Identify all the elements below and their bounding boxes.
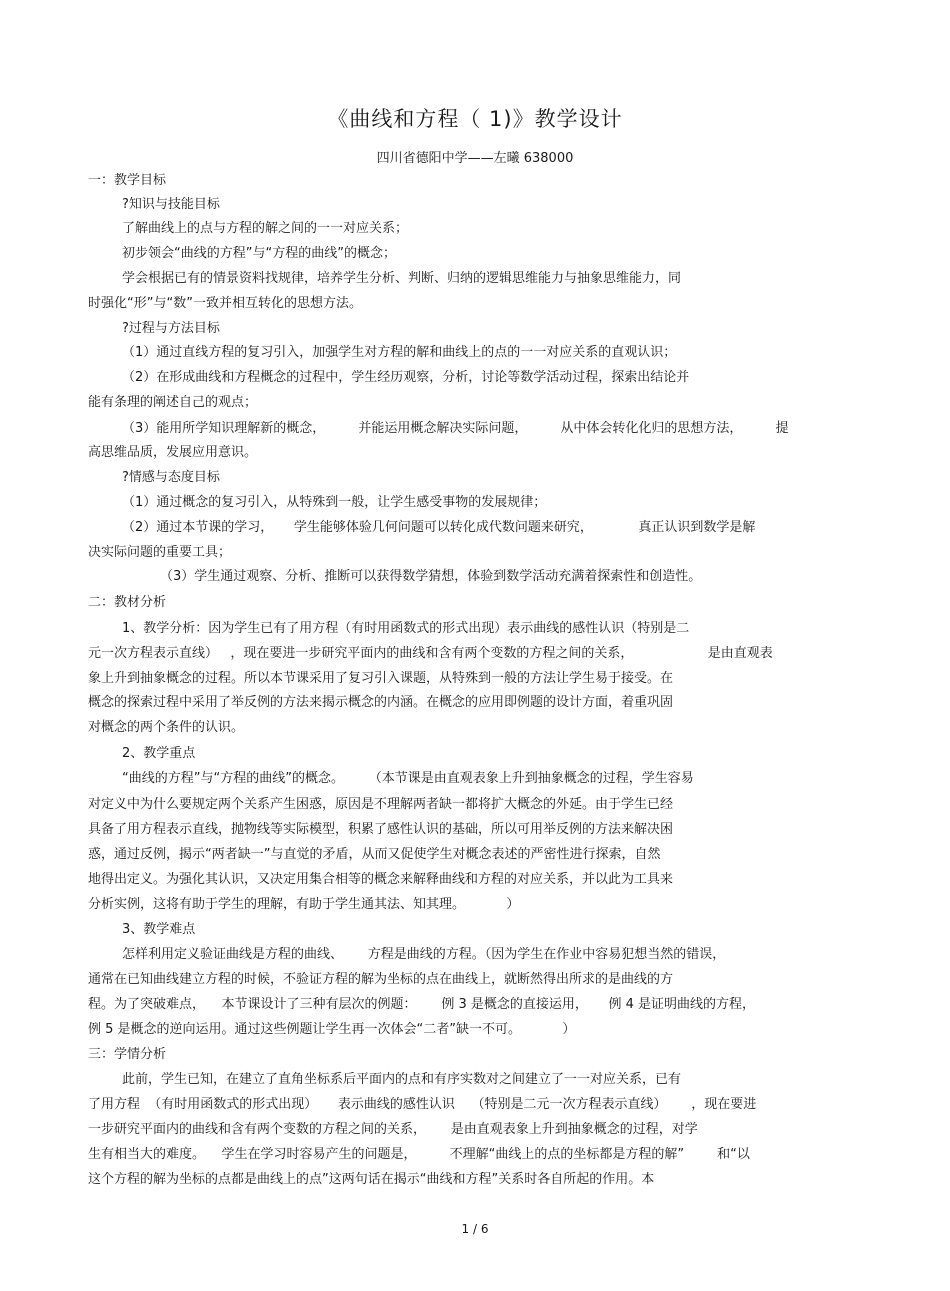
author-line: 四川省德阳中学——左曦 638000 xyxy=(376,151,574,166)
section-heading: 一：教学目标 xyxy=(88,173,167,188)
text-line: 具备了用方程表示直线，抛物线等实际模型，积累了感性认识的基础，所以可用举反例的方法来解决困 xyxy=(88,822,674,837)
page-number: 1 / 6 xyxy=(461,1222,489,1236)
subsection-heading: ?知识与技能目标 xyxy=(122,197,220,212)
text-line: 分析实例，这将有助于学生的理解，有助于学生通其法、知其理。 ） xyxy=(88,897,520,912)
section-heading: 二：教材分析 xyxy=(88,595,167,610)
text-line: 此前，学生已知，在建立了直角坐标系后平面内的点和有序实数对之间建立了一一对应关系，已有 xyxy=(122,1072,682,1087)
text-line: （2）在形成曲线和方程概念的过程中，学生经历观察，分析，讨论等数学活动过程，探索出结论并 xyxy=(122,370,690,385)
text-line: 通常在已知曲线建立方程的时候，不验证方程的解为坐标的点在曲线上，就断然得出所求的是曲线的方 xyxy=(88,972,674,987)
section-heading: 三：学情分析 xyxy=(88,1047,167,1062)
subsection-heading: ?情感与态度目标 xyxy=(122,470,220,485)
text-line: 了解曲线上的点与方程的解之间的一一对应关系； xyxy=(122,221,409,236)
text-line: 对概念的两个条件的认识。 xyxy=(88,720,245,735)
text-line: 初步领会“曲线的方程”与“方程的曲线”的概念； xyxy=(122,246,396,261)
document-title: 《曲线和方程（ 1)》教学设计 xyxy=(327,107,623,131)
text-line: “曲线的方程”与“方程的曲线”的概念。 （本节课是由直观表象上升到抽象概念的过程，学生容易 xyxy=(122,771,694,786)
subsection-heading: 3、教学难点 xyxy=(122,922,196,937)
text-line: 1、教学分析：因为学生已有了用方程（有时用函数式的形式出现）表示曲线的感性认识（特别是二 xyxy=(122,621,690,636)
text-line: （3）学生通过观察、分析、推断可以获得数学猜想，体验到数学活动充满着探索性和创造性。 xyxy=(160,569,702,584)
text-line: 一步研究平面内的曲线和含有两个变数的方程之间的关系， 是由直观表象上升到抽象概念的过程，对学 xyxy=(88,1122,698,1137)
text-line: 高思维品质，发展应用意识。 xyxy=(88,445,258,460)
text-line: （1）通过直线方程的复习引入，加强学生对方程的解和曲线上的点的一一对应关系的直观认识； xyxy=(122,345,677,360)
text-line: 象上升到抽象概念的过程。所以本节课采用了复习引入课题，从特殊到一般的方法让学生易于接受。在 xyxy=(88,671,674,686)
text-line: （1）通过概念的复习引入，从特殊到一般，让学生感受事物的发展规律； xyxy=(122,495,547,510)
text-line: 怎样利用定义验证曲线是方程的曲线、 方程是曲线的方程。（因为学生在作业中容易犯想当然的错误， xyxy=(122,947,726,962)
text-line: （3）能用所学知识理解新的概念， 并能运用概念解决实际问题， 从中体会转化化归的思想方法， 提 xyxy=(122,421,789,436)
text-line: 地得出定义。为强化其认识，又决定用集合相等的概念来解释曲线和方程的对应关系，并以此为工具来 xyxy=(88,872,674,887)
text-line: 概念的探索过程中采用了举反例的方法来揭示概念的内涵。在概念的应用即例题的设计方面，着重巩固 xyxy=(88,695,674,710)
text-line: 这个方程的解为坐标的点都是曲线上的点”这两句话在揭示“曲线和方程”关系时各自所起的作用。本 xyxy=(88,1172,655,1187)
text-line: 能有条理的阐述自己的观点； xyxy=(88,395,258,410)
text-line: 决实际问题的重要工具； xyxy=(88,545,232,560)
subsection-heading: 2、教学重点 xyxy=(122,746,196,761)
text-line: 程。为了突破难点， 本节课设计了三种有层次的例题： 例 3 是概念的直接运用， 例 4 是证明曲线的方程， xyxy=(88,997,756,1012)
text-line: 学会根据已有的情景资料找规律，培养学生分析、判断、归纳的逻辑思维能力与抽象思维能力，同 xyxy=(122,271,682,286)
text-line: 时强化“形”与“数”一致并相互转化的思想方法。 xyxy=(88,296,362,311)
text-line: 了用方程 （有时用函数式的形式出现） 表示曲线的感性认识 （特别是二元一次方程表示直线） ，现在要进 xyxy=(88,1097,757,1112)
text-line: 元一次方程表示直线） ，现在要进一步研究平面内的曲线和含有两个变数的方程之间的关系， 是由直观表 xyxy=(88,646,773,661)
text-line: 例 5 是概念的逆向运用。通过这些例题让学生再一次体会“二者”缺一不可。 ） xyxy=(88,1022,576,1037)
subsection-heading: ?过程与方法目标 xyxy=(122,321,220,336)
text-line: 生有相当大的难度。 学生在学习时容易产生的问题是， 不理解“曲线上的点的坐标都是方程的解” 和“以 xyxy=(88,1147,750,1162)
text-line: 惑，通过反例，揭示“两者缺一”与直觉的矛盾，从而又促使学生对概念表述的严密性进行探索，自然 xyxy=(88,847,661,862)
text-line: 对定义中为什么要规定两个关系产生困惑，原因是不理解两者缺一都将扩大概念的外延。由于学生已经 xyxy=(88,797,674,812)
text-line: （2）通过本节课的学习， 学生能够体验几何问题可以转化成代数问题来研究， 真正认识到数学是解 xyxy=(122,520,756,535)
